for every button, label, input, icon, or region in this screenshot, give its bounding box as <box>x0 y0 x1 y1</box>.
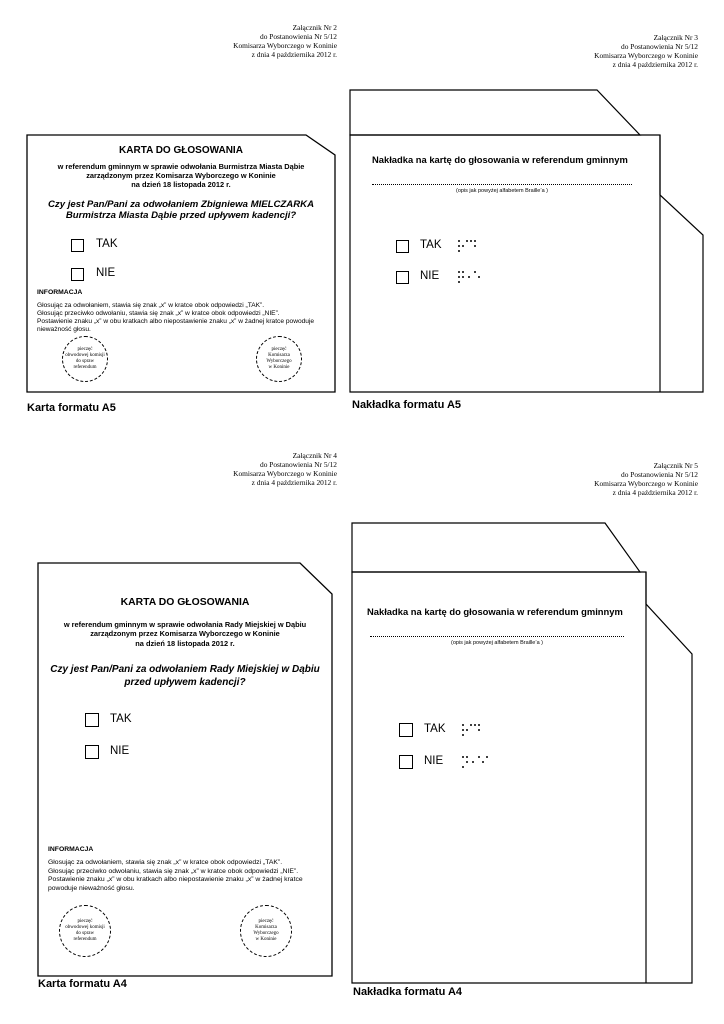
card-a5-nie-checkbox[interactable] <box>71 268 84 281</box>
card-a5-stamp-commission <box>62 336 108 382</box>
overlay-a5-title: Nakładka na kartę do głosowania w referendum gminnym <box>372 154 628 165</box>
overlay-a4-caption: Nakładka formatu A4 <box>353 986 463 998</box>
annex-line: Załącznik Nr 5 <box>653 461 698 470</box>
card-a5-info-heading: INFORMACJA <box>37 289 83 296</box>
info-line: powoduje nieważność głosu. <box>48 884 135 892</box>
card-a5-title: KARTA DO GŁOSOWANIA <box>119 145 243 156</box>
overlay-a5-tak-cutout[interactable] <box>396 240 409 253</box>
stamp-line: obwodowej komisji <box>65 353 105 358</box>
card-a5-nie-label: NIE <box>96 267 116 279</box>
annex-line: do Postanowienia Nr 5/12 <box>621 42 698 51</box>
card-a5-tak-checkbox[interactable] <box>71 239 84 252</box>
overlay-a4-tak-cutout[interactable] <box>399 723 413 737</box>
stamp-line: Wyborczego <box>253 931 279 936</box>
subtitle-line: na dzień 18 listopada 2012 r. <box>135 638 235 648</box>
info-line: Głosując przeciwko odwołaniu, stawia się znak „x” w kratce obok odpowiedzi „NIE”. <box>48 867 299 875</box>
info-line: Głosując za odwołaniem, stawia się znak „x” w kratce obok odpowiedzi „TAK”. <box>37 302 265 309</box>
question-line: Czy jest Pan/Pani za odwołaniem Rady Miejskiej w Dąbiu <box>50 664 320 675</box>
card-a5-stamp-commissioner <box>256 336 302 382</box>
stamp-line: referendum <box>73 365 97 370</box>
annex-line: z dnia 4 października 2012 r. <box>612 60 698 69</box>
stamp-line: pieczęć <box>258 919 274 924</box>
annex-header-2 <box>233 23 337 59</box>
subtitle-line: na dzień 18 listopada 2012 r. <box>131 180 231 189</box>
stamp-line: referendum <box>73 937 97 942</box>
card-a4-info <box>48 859 330 893</box>
question-line: Burmistrza Miasta Dąbie przed upływem kadencji? <box>65 210 297 221</box>
overlay-a5-braille-line <box>372 184 632 185</box>
overlay-a4-nie-label: NIE <box>424 755 444 767</box>
info-line: Głosując przeciwko odwołaniu, stawia się znak „x” w kratce obok odpowiedzi „NIE”. <box>37 310 280 317</box>
annex-line: Komisarza Wyborczego w Koninie <box>594 479 698 488</box>
overlay-a4-braille-note: (opis jak powyżej alfabetem Braille’a ) <box>450 640 543 646</box>
annex-line: Komisarza Wyborczego w Koninie <box>594 51 698 60</box>
overlay-a5-outline-body <box>350 135 703 392</box>
stamp-line: pieczęć <box>271 347 287 352</box>
question-line: Czy jest Pan/Pani za odwołaniem Zbigniewa MIELCZARKA <box>48 199 314 210</box>
annex-line: z dnia 4 października 2012 r. <box>251 50 337 59</box>
subtitle-line: zarządzonym przez Komisarza Wyborczego w Koninie <box>86 171 276 180</box>
card-a4-stamp-commissioner <box>240 905 292 957</box>
annex-line: Załącznik Nr 4 <box>292 451 337 460</box>
subtitle-line: w referendum gminnym w sprawie odwołania Rady Miejskiej w Dąbiu <box>63 620 307 629</box>
overlay-a5-braille-note: (opis jak powyżej alfabetem Braille’a ) <box>455 188 548 194</box>
overlay-a4-title: Nakładka na kartę do głosowania w referendum gminnym <box>367 606 623 617</box>
info-line: Postawienie znaku „x” w obu kratkach albo niepostawienie znaku „x” w żadnej kratce powoduje <box>37 318 315 325</box>
card-a4-question <box>38 663 332 689</box>
card-a5-subtitle <box>27 162 335 189</box>
overlay-a4-outline-body <box>352 572 692 983</box>
annex-line: z dnia 4 października 2012 r. <box>612 488 698 497</box>
stamp-line: do spraw <box>75 359 95 364</box>
card-a4-subtitle <box>38 620 332 648</box>
card-a4-nie-label: NIE <box>110 745 130 757</box>
card-a4-info-heading: INFORMACJA <box>48 846 94 853</box>
subtitle-line: w referendum gminnym w sprawie odwołania Burmistrza Miasta Dąbie <box>57 162 305 171</box>
stamp-line: pieczęć <box>77 347 93 352</box>
stamp-line: obwodowej komisji <box>65 925 105 930</box>
overlay-a5-nie-label: NIE <box>420 270 440 282</box>
annex-line: do Postanowienia Nr 5/12 <box>621 470 698 479</box>
card-a5-tak-label: TAK <box>96 238 118 250</box>
overlay-a4-braille-line <box>370 636 624 637</box>
annex-line: z dnia 4 października 2012 r. <box>251 478 337 487</box>
stamp-line: Komisarza <box>268 353 290 358</box>
stamp-line: Komisarza <box>255 925 277 930</box>
annex-line: Załącznik Nr 2 <box>292 23 337 32</box>
card-a5-info <box>37 302 332 334</box>
annex-line: Komisarza Wyborczego w Koninie <box>233 469 337 478</box>
stamp-line: w Koninie <box>255 937 277 942</box>
annex-line: Załącznik Nr 3 <box>653 33 698 42</box>
stamp-line: w Koninie <box>268 365 290 370</box>
overlay-a5-tak-label: TAK <box>420 239 442 251</box>
overlay-a5-caption: Nakładka formatu A5 <box>352 399 462 411</box>
stamp-line: pieczęć <box>77 919 93 924</box>
info-line: Postawienie znaku „x” w obu kratkach albo niepostawienie znaku „x” w żadnej kratce <box>48 876 303 884</box>
question-line: przed upływem kadencji? <box>124 677 246 688</box>
overlay-a4-nie-cutout[interactable] <box>399 755 413 769</box>
stamp-line: do spraw <box>75 931 95 936</box>
card-a4-tak-checkbox[interactable] <box>85 713 99 727</box>
info-line: Głosując za odwołaniem, stawia się znak „x” w kratce obok odpowiedzi „TAK”. <box>48 859 283 866</box>
card-a5-question <box>27 199 335 221</box>
card-a4-caption: Karta formatu A4 <box>38 978 127 990</box>
stamp-line: Wyborczego <box>266 359 292 364</box>
overlay-a4-outline <box>352 523 640 572</box>
overlay-a4-tak-label: TAK <box>424 723 446 735</box>
overlay-a5-outline <box>350 90 640 135</box>
subtitle-line: zarządzonym przez Komisarza Wyborczego w Koninie <box>90 629 280 639</box>
annex-line: do Postanowienia Nr 5/12 <box>260 460 337 469</box>
annex-line: do Postanowienia Nr 5/12 <box>260 32 337 41</box>
annex-header-5 <box>594 461 698 497</box>
annex-header-4 <box>233 451 337 487</box>
annex-line: Komisarza Wyborczego w Koninie <box>233 41 337 50</box>
annex-header-3 <box>594 33 698 69</box>
info-line: nieważność głosu. <box>37 326 91 333</box>
overlay-a5-nie-cutout[interactable] <box>396 271 409 284</box>
card-a4-nie-checkbox[interactable] <box>85 745 99 759</box>
card-a5-caption: Karta formatu A5 <box>27 402 116 414</box>
card-a4-tak-label: TAK <box>110 713 132 725</box>
card-a4-title: KARTA DO GŁOSOWANIA <box>120 597 250 608</box>
card-a4-stamp-commission <box>59 905 111 957</box>
